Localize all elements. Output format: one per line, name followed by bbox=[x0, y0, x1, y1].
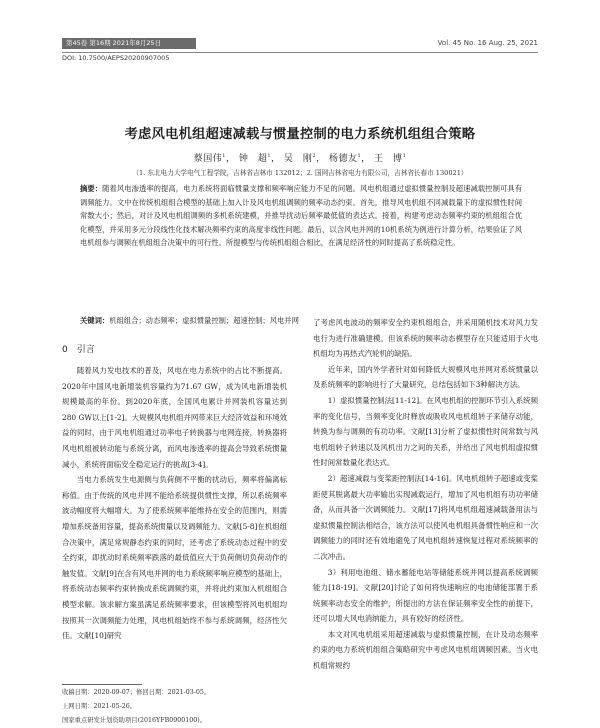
keywords-label: 关键词： bbox=[80, 316, 110, 325]
author: 钟 超$^1$ bbox=[238, 153, 272, 164]
section-heading-introduction: 0 引言 bbox=[62, 345, 95, 355]
journal-issue-banner: 第45卷 第16期 2021年8月25日 bbox=[62, 38, 196, 49]
paper-title: 考虑风电机组超速减载与惯量控制的电力系统机组组合策略 bbox=[124, 127, 476, 142]
paragraph: 1）虚拟惯量控制法[11-12]。在风电机组的控制环节引入系统频率的变化信号，当频率变化时释放或吸收风电机组转子来储存动能，转换为参与调频的有功功率。文献[13]分析了虚拟惯性时间常数与风电机组转子转速以及风机出力之间的关系，并给出了风电机组虚拟惯性时间常数量化表达式。 bbox=[313, 395, 538, 468]
author: 杨德友$^1$ bbox=[328, 153, 362, 164]
left-column bbox=[62, 343, 287, 644]
journal-issue-english: Vol. 45 No. 16 Aug. 25, 2021 bbox=[437, 39, 538, 47]
paragraph: 当电力系统发生电源侧与负荷侧不平衡的扰动后，频率将偏离标称值。由于传统的风电并网不能给系统提供惯性支撑，所以系统频率波动幅度将大幅增大。为了使系统频率能维持在安全的范围内，则需增加系统备用容量，提高系统惯量以及调频能力。文献[5-8]在机组组合决策中，满足常规静态约束的同时，还考虑了系统动态过程中的安全约束，即扰动时系统频率跌落的最低值应大于负荷侧切负荷动作的触发值。文献[9]在含有风电并网的电力系统频率响应模型的基础上，将系统动态频率约束转换成系统调频约束，并将此约束加入机组组合模型求解。该求解方案虽满足系统频率要求，但该模型将风电机组均按照其一次调频能力处理，风电机组始终不参与系统调频，经济性欠佳。文献[10]研究 bbox=[62, 475, 287, 641]
author-list: 蔡国伟$^1$， 钟 超$^1$， 吴 刚$^2$， 杨德友$^1$， 王 博$^1$ bbox=[193, 153, 407, 164]
paragraph: 了考虑风电波动的频率安全约束机组组合，并采用随机技术对风力发电行为进行准确建模。但该系统的频率动态模型存在只能适用于火电机组均为再热式汽轮机的缺陷。 bbox=[313, 318, 538, 359]
author: 吴 刚$^2$ bbox=[283, 153, 317, 164]
paragraph: 近年来，国内外学者针对如何降低大规模风电并网对系统惯量以及系统频率的影响进行了大量研究，总结包括如下3种解决方法。 bbox=[313, 364, 538, 390]
footnote-divider bbox=[62, 684, 142, 685]
paragraph: 随着风力发电技术的普及，风电在电力系统中的占比不断提高。2020年中国风电新增装机容量约为71.67 GW，成为风电新增装机规模最高的年份。到2020年底，全国风电累计并网装机容量达到280 GW以上[1-2]。大规模风电机组并网带来巨大经济效益和环境效益的同时，由于风电机组通过功率电子转换器与电网连接，转换器将风电机组被转动能与系统分离，而风电渗透率的提高会导致系统惯量减小，系统将面临安全稳定运行的挑战[3-4]。 bbox=[62, 366, 288, 469]
right-column bbox=[313, 315, 538, 674]
author: 王 博$^1$ bbox=[374, 153, 407, 164]
footnotes bbox=[62, 686, 287, 728]
paragraph: 本文对风电机组采用超速减载与虚拟惯量控制，在计及动态频率约束的电力系统机组组合策略研究中考虑风电机组调频因素。当火电机组常规约 bbox=[313, 629, 538, 671]
abstract-label: 摘要： bbox=[80, 184, 103, 193]
abstract bbox=[80, 182, 522, 250]
doi: DOI: 10.7500/AEPS20200907005 bbox=[62, 54, 170, 62]
affiliations: （1. 东北电力大学电气工程学院，吉林省吉林市 132012；2. 国网吉林省电力有限公司，吉林省长春市 130021） bbox=[132, 169, 468, 177]
keywords-text: 机组组合；动态频率；虚拟惯量控制；超速控制；风电并网 bbox=[109, 316, 299, 325]
footnote-online: 上网日期：2021-05-26。 bbox=[62, 703, 137, 710]
author: 蔡国伟$^1$ bbox=[193, 153, 226, 164]
paragraph: 3）利用电池组、储水蓄能电站等储能系统并网以提高系统调频能力[18-19]。文献[20]讨论了如何将快速响应的电池储能部署于系统频率动态安全的维护，所提出的方法在保证频率安全性的前提下，还可以增大风电消纳能力，具有较好的经济性。 bbox=[313, 567, 538, 624]
header-divider bbox=[62, 52, 538, 53]
paragraph: 2）超速减载与变桨距控制法[14-16]。风电机组转子超速或变桨距使其脱离最大功率输出实现减载运行，增加了风电机组有功功率储备，从而具备一次调频能力。文献[17]将风电机组超速减载备用法与虚拟惯量控制法相结合，该方法可以使风电机组具备惯性响应和一次调频能力的同时还有效地避免了风电机组转速恢复过程对系统频率的二次冲击。 bbox=[313, 473, 538, 561]
abstract-text: 随着风电渗透率的提高，电力系统将面临惯量支撑和频率响应能力不足的问题。风电机组通过虚拟惯量控制及超速减载控制可具有调频能力。文中在传统机组组合模型的基础上加入计及风电机组调频的频率动态约束。首先，推导风电机组不同减载量下的虚拟惯性时间常数大小；然后，对计及风电机组调频的多机系统建模，并推导扰动后频率最低值的表达式。接着，构建考虑动态频率约束的机组组合优化模型，并采用多元分段线性化技术解决频率约束的高度非线性问题。最后，以含风电并网的10机系统为例进行计算分析，结果验证了风电机组参与调频在机组组合决策中的可行性。所提模型与传统机组组合相比，在满足经济性的同时提高了系统稳定性。 bbox=[80, 184, 523, 247]
footnote-funding: 国家重点研发计划资助项目(2016YFB0900100)。 bbox=[62, 717, 206, 724]
footnote-received: 收稿日期：2020-09-07；修回日期：2021-03-05。 bbox=[62, 689, 211, 696]
